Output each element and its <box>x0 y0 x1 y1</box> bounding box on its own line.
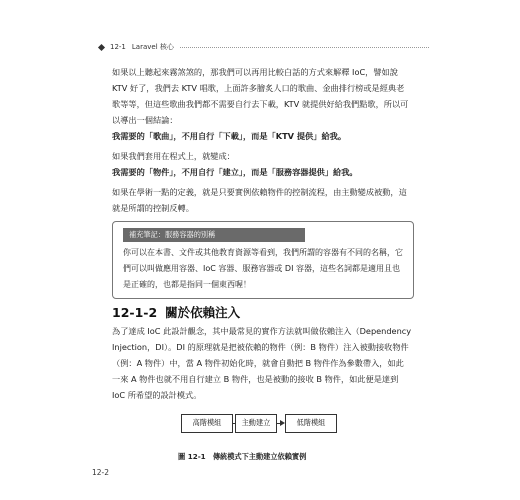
section-heading <box>112 303 240 321</box>
header-title: Laravel 核心 <box>131 43 174 51</box>
paragraph-apply-program: 如果我們套用在程式上，就變成： <box>112 151 235 161</box>
page-number: 12-2 <box>92 468 110 477</box>
header-rule <box>180 47 429 48</box>
figure-active-create: 主動建立 <box>235 414 277 433</box>
conclusion-song-prefix: 我需要的「歌曲」，不用自行「下載」，而是「 <box>112 131 276 141</box>
figure-high-level-module: 高階模組 <box>181 414 233 433</box>
paragraph-conclusion-object: 我需要的「物件」，不用自行「建立」，而是「服務容器提供」給我。 <box>112 167 358 177</box>
note-title: 補充筆記：服務容器的別稱 <box>123 228 305 242</box>
figure-caption: 圖 12-1 傳統模式下主動建立依賴實例 <box>178 452 307 461</box>
conclusion-song-highlight: KTV 提供 <box>275 131 314 141</box>
section-title: 關於依賴注入 <box>165 305 241 320</box>
conclusion-song-suffix: 」給我。 <box>313 131 347 141</box>
supplementary-note <box>112 221 414 299</box>
section-number: 12-1-2 <box>112 305 158 320</box>
paragraph-dependency-injection: 為了達成 IoC 此設計觀念，其中最常見的實作方法就叫做依賴注入（Dependency Injection，DI）。DI 的原理就是把被依賴的物件（例：B 物件）注入被動接收物件（例：A 物件）中，當 A 物件初始化時，就會自動把 B 物件作為參數帶入，如此一來 A 物件也就不用自行建立 B 物件，也是被動的接收 B 物件，如此便是達到 IoC 所希望的設計模式。 <box>112 326 412 400</box>
diamond-bullet-icon <box>98 43 105 50</box>
figure-low-level-module: 低階模組 <box>285 414 337 433</box>
paragraph-conclusion-song <box>112 128 412 144</box>
note-body: 你可以在本書、文件或其他教育資源等看到，我們所謂的容器有不同的名稱，它們可以叫做應用容器、IoC 容器、服務容器或 DI 容器，這些名詞都是適用且也是正確的，也都是指同一個東西喔！ <box>123 248 403 289</box>
running-header <box>99 41 429 53</box>
paragraph-ktv: 如果以上聽起來霧煞煞的，那我們可以再用比較白話的方式來解釋 IoC，譬如說 KTV 好了，我們去 KTV 唱歌，上面許多膾炙人口的歌曲、金曲排行榜或是經典老歌等等，但這些歌曲我們都不需要自行去下載，KTV 就提供好給我們點歌，所以可以導出一個結論： <box>112 67 409 125</box>
paragraph-academic-definition: 如果在學術一點的定義，就是只要實例依賴物件的控制流程，由主動變成被動，這就是所謂的控制反轉。 <box>112 187 407 213</box>
header-section: 12-1 <box>110 43 126 51</box>
